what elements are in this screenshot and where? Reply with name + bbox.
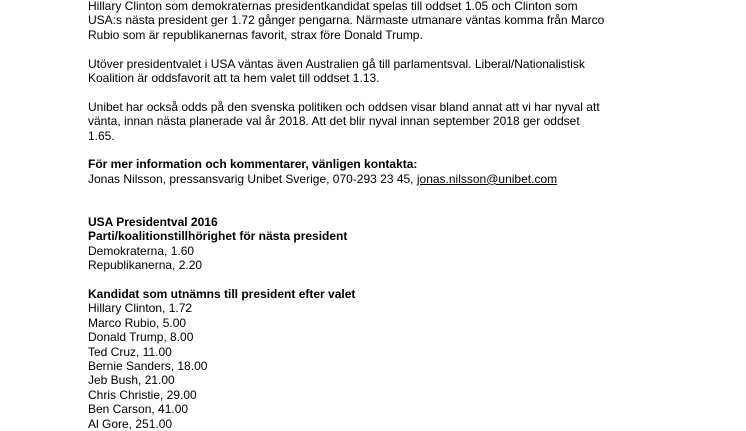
spacer	[88, 273, 688, 287]
text-line: vänta, innan nästa planerade val år 2018. Att det blir nyval innan september 2018 ger oddset	[88, 114, 580, 129]
text-line: Utöver presidentvalet i USA väntas även Australien gå till parlamentsval. Liberal/Nationalistisk	[88, 56, 585, 71]
contact-text: Jonas Nilsson, pressansvarig Unibet Sverige, 070-293 23 45,	[88, 171, 417, 186]
party-odds-list	[88, 244, 688, 273]
section-title: USA Presidentval 2016	[88, 215, 218, 230]
list-item: Ted Cruz, 11.00	[88, 344, 172, 359]
list-item: Donald Trump, 8.00	[88, 330, 194, 345]
text-line: Hillary Clinton som demokraternas presidentkandidat spelas till oddset 1.05 och Clinton som	[88, 0, 578, 13]
text-line: Koalition är oddsfavorit att ta hem valet till oddset 1.13.	[88, 71, 380, 86]
spacer	[88, 42, 688, 56]
candidate-heading: Kandidat som utnämns till president efter valet	[88, 287, 356, 302]
list-item: Republikanerna, 2.20	[88, 258, 203, 273]
press-release-body	[88, 0, 688, 431]
candidate-odds-list	[88, 301, 688, 431]
list-item: Al Gore, 251.00	[88, 416, 173, 431]
list-item: Bernie Sanders, 18.00	[88, 359, 208, 374]
text-line: 1.65.	[88, 128, 115, 143]
spacer	[88, 85, 688, 99]
spacer	[88, 143, 688, 157]
list-item: Jeb Bush, 21.00	[88, 373, 175, 388]
intro-paragraph-3	[88, 100, 688, 143]
list-item: Hillary Clinton, 1.72	[88, 301, 193, 316]
contact-heading: För mer information och kommentarer, vänligen kontakta:	[88, 157, 418, 172]
intro-paragraph-1	[88, 0, 688, 42]
list-item: Chris Christie, 29.00	[88, 387, 197, 402]
contact-line	[88, 172, 688, 186]
list-item: Ben Carson, 41.00	[88, 402, 189, 417]
spacer	[88, 201, 688, 215]
list-item: Marco Rubio, 5.00	[88, 315, 187, 330]
spacer	[88, 186, 688, 200]
party-heading: Parti/koalitionstillhörighet för nästa president	[88, 229, 348, 244]
text-line: USA:s nästa president ger 1.72 gånger pengarna. Närmaste utmanare väntas komma från Marco	[88, 13, 605, 28]
list-item: Demokraterna, 1.60	[88, 243, 195, 258]
text-line: Unibet har också odds på den svenska politiken och oddsen visar bland annat att vi har nyval att	[88, 99, 600, 114]
text-line: Rubio som är republikanernas favorit, strax före Donald Trump.	[88, 27, 423, 42]
contact-email-link[interactable]: jonas.nilsson@unibet.com	[416, 171, 558, 186]
intro-paragraph-2	[88, 57, 688, 86]
